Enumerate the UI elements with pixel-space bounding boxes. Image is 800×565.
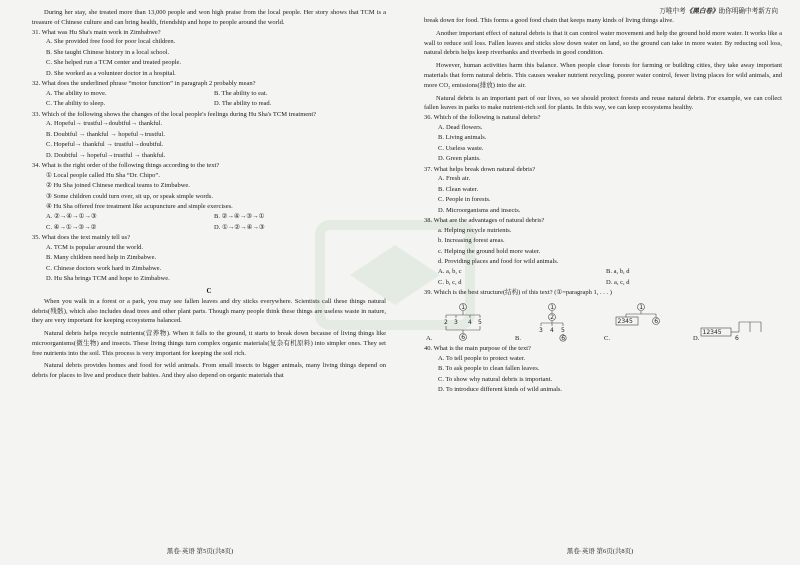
question-32: 32. What does the underlined phrase “motor function” in paragraph 2 probably mean? [32,80,256,88]
q36-option-d: D. Green plants. [438,155,481,163]
q37-option-a: A. Fresh air. [438,175,471,183]
q37-option-b: B. Clean water. [438,185,479,193]
q38-item-b: b. Increasing forest areas. [438,237,505,245]
question-39: 39. Which is the best structure(结构) of this text? (①=paragraph 1, . . . ) [424,289,612,297]
q35-option-d: D. Hu Sha brings TCM and hope to Zimbabwe. [46,275,170,283]
q35-option-b: B. Many children need help in Zimbabwe. [46,254,157,262]
q34-item-4: ④ Hu Sha offered free treatment like acupuncture and simple exercises. [46,203,233,211]
page-header: 万唯中考《黑白卷》助你明确中考新方向 [659,8,778,15]
svg-text:5: 5 [560,327,565,335]
question-36: 36. Which of the following is natural debris? [424,114,541,122]
q37-option-d: D. Microorganisms and insects. [438,206,521,214]
q33-option-d: D. Doubtful → hopeful→trustful → thankful. [46,151,166,159]
q38-option-a: A. a, b, c [438,268,462,276]
question-34: 34. What is the right order of the following things according to the text? [32,162,220,170]
structure-diagrams [426,302,782,342]
svg-text:2345: 2345 [617,318,633,326]
q36-option-b: B. Living animals. [438,134,487,142]
q37-option-c: C. People in forests. [438,196,491,204]
q34-item-3: ③ Some children could turn over, sit up, or speak simple words. [46,192,213,200]
q40-option-c: C. To show why natural debris is important. [438,375,553,383]
q31-option-d: D. She worked as a volunteer doctor in a hospital. [46,69,176,77]
structure-diagram-c [610,302,672,342]
q36-option-c: C. Useless waste. [438,144,484,152]
q32-option-c: C. The ability to sleep. [46,100,106,108]
passage-c-paragraph-3: Natural debris provides homes and food for wild animals. From small insects to bigger animals, many living things depend on debris for places to live and produce their babies. And they also depend on organic materials that [32,362,386,380]
q38-item-d: d. Providing places and food for wild animals. [438,258,559,266]
q31-option-c: C. She helped run a TCM center and treated people. [46,59,182,67]
q31-option-b: B. She taught Chinese history in a local school. [46,48,170,56]
q32-option-d: D. The ability to read. [214,100,272,108]
q32-option-a: A. The ability to move. [46,89,107,97]
passage-c-paragraph-4: Another important effect of natural debris is that it can control water movement and help the ground hold more water. It works like a wall to reduce soil loss. Fallen leaves and sticks slow down water on land, so the ground can take in more water. By reducing soil loss, natural debris helps keep riverbanks and riverbeds in good condition. [424,29,782,57]
q36-option-a: A. Dead flowers. [438,123,483,131]
q35-option-a: A. TCM is popular around the world. [46,244,144,252]
q40-option-b: B. To ask people to clean fallen leaves. [438,365,540,373]
question-35: 35. What does the text mainly tell us? [32,234,131,242]
q34-item-1: ① Local people called Hu Sha “Dr. Chipo”. [46,171,160,179]
q40-option-d: D. To introduce different kinds of wild animals. [438,386,563,394]
structure-diagram-a [432,302,494,342]
svg-text:6: 6 [461,334,466,342]
question-31: 31. What was Hu Sha's main work in Zimbabwe? [32,28,161,36]
passage-c-paragraph-6: Natural debris is an important part of our lives, so we should protect forests and reuse natural debris. For example, we can collect fallen leaves in parks to make nutrient-rich soil for plants. In this way, we can keep ecosystems healthy. [424,94,782,112]
svg-text:1: 1 [639,304,644,312]
q35-option-c: C. Chinese doctors work hard in Zimbabwe. [46,264,162,272]
svg-text:6: 6 [561,335,566,343]
q38-option-c: C. b, c, d [438,278,462,286]
q38-option-d: D. a, c, d [606,278,630,286]
q38-option-b: B. a, b, d [606,268,630,276]
q33-option-c: C. Hopeful→ thankful → trustful→doubtful. [46,141,164,149]
passage-c-paragraph-3-cont: break down for food. This forms a good food chain that keeps many kinds of living things alive. [424,17,674,24]
passage-c-paragraph-5: However, human activities harm this balance. When people clear forests for farming or building cities, they take away important materials that form natural debris. This causes weaker nutrient recycling, poorer water control, fewer living places for wild animals, and more CO₂ emissions(排放) into the air. [424,62,782,89]
svg-text:4: 4 [468,319,473,327]
q39-option-c: C. 1 2345 6 [604,302,693,342]
q34-option-b: B. ②→④→③→① [214,213,265,221]
structure-diagram-d [699,302,767,342]
q31-option-a: A. She provided free food for poor local children. [46,38,176,46]
svg-text:3: 3 [538,327,543,335]
svg-text:2: 2 [550,314,555,322]
svg-text:1: 1 [550,304,555,312]
section-c-heading: C [206,286,212,295]
q34-option-c: C. ④→①→③→② [46,223,97,231]
q34-item-2: ② Hu Sha joined Chinese medical teams to Zimbabwe. [46,182,190,190]
svg-text:12345: 12345 [702,329,722,337]
q32-option-b: B. The ability to eat. [214,89,268,97]
q34-option-d: D. ①→②→④→③ [214,223,265,231]
svg-text:2: 2 [444,319,449,327]
svg-text:6: 6 [735,335,740,343]
q39-option-b: B. 1 2 3 4 5 6 [515,302,604,342]
brand-name: 《黑白卷》 [685,8,719,15]
structure-diagram-b [521,302,583,342]
question-40: 40. What is the main purpose of the text? [424,345,531,353]
question-38: 38. What are the advantages of natural debris? [424,217,545,225]
svg-text:1: 1 [461,304,466,312]
q33-option-a: A. Hopeful→ trustful→doubtful→ thankful. [46,120,163,128]
q38-item-a: a. Helping recycle nutrients. [438,226,512,234]
right-page [400,0,800,565]
passage-b-ending: During her stay, she treated more than 13,000 people and won high praise from the local people. Her story shows that TCM is a treasure of Chinese culture and can bring health, friendship and hope to people around the world. [32,9,386,26]
q40-option-a: A. To tell people to protect water. [438,354,526,362]
passage-c-paragraph-2: Natural debris helps recycle nutrients(营养物). When it falls to the ground, it starts to break down because of living things like microorganisms(微生物) and insects. These living things turn complex organic materials(复杂有机原料) into simpler ones. They set free nutrients into the soil. This process is very important for keeping the soil rich. [32,330,386,357]
page-footer-left: 黑卷·英语 第5页(共8页) [166,548,234,555]
q34-option-a: A. ②→④→①→③ [46,213,97,221]
q38-item-c: c. Helping the ground hold more water. [438,247,541,255]
q39-option-d: D. 12345 6 [693,302,782,342]
question-33: 33. Which of the following shows the changes of the local people's feelings during Hu Sha's TCM treatment? [32,110,317,118]
svg-text:3: 3 [454,319,459,327]
q33-option-b: B. Doubtful → thankful → hopeful→trustful. [46,130,165,138]
passage-c-paragraph-1: When you walk in a forest or a park, you may see fallen leaves and dry sticks everywhere. Scientists call these things natural debris(残骸), which also includes dead trees and other plant parts. Though many people think these things are useless waste in nature, they are very important for keeping ecosystems balanced. [32,297,386,325]
question-37: 37. What helps break down natural debris? [424,165,536,173]
q39-option-a: A. 1 2 3 4 5 6 [426,302,515,342]
page-footer-right: 黑卷·英语 第6页(共8页) [566,548,634,555]
svg-text:6: 6 [654,318,659,326]
svg-text:4: 4 [549,327,554,335]
svg-text:5: 5 [478,319,483,327]
